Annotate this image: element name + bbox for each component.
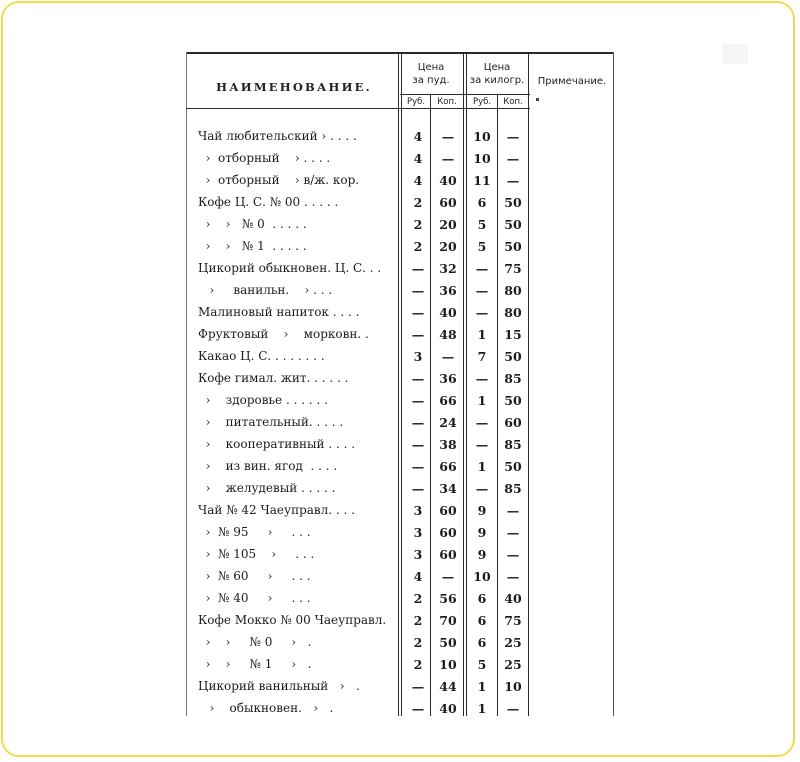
price-pud-kop: 66 <box>439 393 457 408</box>
price-pud-rub: — <box>411 415 425 430</box>
price-pud-kop: 36 <box>439 371 457 386</box>
price-pud-rub: — <box>411 481 425 496</box>
price-kg-kop: 15 <box>504 327 522 342</box>
price-kg-rub: — <box>475 481 489 496</box>
table-row <box>186 456 614 478</box>
header-line: Цена <box>483 62 511 73</box>
price-pud-kop: 34 <box>439 481 457 496</box>
price-pud-rub: — <box>411 679 425 694</box>
price-pud-rub: 2 <box>413 635 423 650</box>
price-pud-rub: 4 <box>413 129 423 144</box>
price-kg-kop: 50 <box>504 195 522 210</box>
table-row <box>186 368 614 390</box>
price-kg-kop: — <box>506 569 520 584</box>
table-row <box>186 632 614 654</box>
item-name: › обыкновен. › . <box>198 701 334 715</box>
price-pud-rub: 2 <box>413 217 423 232</box>
item-name: › здоровье . . . . . . <box>198 393 328 407</box>
price-pud-rub: 2 <box>413 613 423 628</box>
price-pud-kop: 44 <box>439 679 457 694</box>
table-row <box>186 170 614 192</box>
table-row <box>186 192 614 214</box>
header-line: Цена <box>417 62 445 73</box>
table-row <box>186 544 614 566</box>
table-row <box>186 522 614 544</box>
price-pud-rub: — <box>411 305 425 320</box>
price-kg-rub: — <box>475 261 489 276</box>
price-pud-kop: 70 <box>439 613 457 628</box>
item-name: Какао Ц. С. . . . . . . . <box>198 349 325 363</box>
price-kg-rub: — <box>475 415 489 430</box>
table-row <box>186 654 614 676</box>
price-kg-rub: 1 <box>477 701 487 716</box>
table-row <box>186 478 614 500</box>
price-pud-kop: 60 <box>439 195 457 210</box>
price-kg-kop: 50 <box>504 459 522 474</box>
price-kg-rub: 1 <box>477 327 487 342</box>
item-name: Цикорий обыкновен. Ц. С. . . <box>198 261 382 275</box>
column-header-price-kg <box>466 61 528 87</box>
item-name: › № 105 › . . . <box>198 547 315 561</box>
price-pud-kop: 36 <box>439 283 457 298</box>
header-line: за пуд. <box>412 75 450 86</box>
price-pud-rub: 2 <box>413 239 423 254</box>
table-row <box>186 390 614 412</box>
item-name: Малиновый напиток . . . . <box>198 305 360 319</box>
price-kg-rub: — <box>475 283 489 298</box>
table-row <box>186 346 614 368</box>
price-kg-kop: — <box>506 547 520 562</box>
price-kg-kop: 80 <box>504 305 522 320</box>
column-header-note: Примечание. <box>537 76 607 87</box>
price-kg-kop: — <box>506 173 520 188</box>
table-row <box>186 434 614 456</box>
price-kg-kop: 50 <box>504 239 522 254</box>
item-name: › › № 0 › . <box>198 635 312 649</box>
table-row <box>186 588 614 610</box>
price-pud-rub: 4 <box>413 173 423 188</box>
table-row <box>186 126 614 148</box>
price-pud-rub: — <box>411 327 425 342</box>
item-name: › желудевый . . . . . <box>198 481 336 495</box>
item-name: › › № 0 . . . . . <box>198 217 307 231</box>
price-pud-rub: — <box>411 283 425 298</box>
price-pud-rub: 3 <box>413 503 423 518</box>
item-name: Чай любительский › . . . . <box>198 129 357 143</box>
price-pud-rub: — <box>411 459 425 474</box>
item-name: Кофе Ц. С. № 00 . . . . . <box>198 195 339 209</box>
item-name: › › № 1 . . . . . <box>198 239 307 253</box>
price-kg-rub: — <box>475 371 489 386</box>
item-name: Кофе гимал. жит. . . . . . <box>198 371 349 385</box>
table-row <box>186 566 614 588</box>
price-kg-rub: 11 <box>473 173 491 188</box>
item-name: Чай № 42 Чаеуправл. . . . <box>198 503 356 517</box>
price-pud-kop: 20 <box>439 217 457 232</box>
table-row <box>186 324 614 346</box>
price-kg-kop: — <box>506 151 520 166</box>
price-pud-rub: 3 <box>413 547 423 562</box>
price-pud-kop: 40 <box>439 173 457 188</box>
price-pud-kop: 40 <box>439 701 457 716</box>
price-kg-kop: 85 <box>504 481 522 496</box>
price-table <box>186 52 614 720</box>
item-name: › › № 1 › . <box>198 657 312 671</box>
price-kg-kop: 10 <box>504 679 522 694</box>
item-name: Кофе Мокко № 00 Чаеуправл. <box>198 613 387 627</box>
price-pud-kop: — <box>441 129 455 144</box>
item-name: › отборный › в/ж. кор. <box>198 173 360 187</box>
price-kg-rub: — <box>475 437 489 452</box>
table-row <box>186 214 614 236</box>
column-header-price-pud <box>400 61 462 87</box>
price-pud-kop: 48 <box>439 327 457 342</box>
header-bottom-rule <box>186 108 530 109</box>
price-kg-kop: 40 <box>504 591 522 606</box>
price-pud-rub: — <box>411 371 425 386</box>
price-pud-rub: 2 <box>413 195 423 210</box>
price-kg-rub: 1 <box>477 393 487 408</box>
price-pud-kop: 50 <box>439 635 457 650</box>
price-kg-kop: 75 <box>504 261 522 276</box>
price-kg-rub: 10 <box>473 151 491 166</box>
price-pud-kop: — <box>441 151 455 166</box>
price-pud-kop: 66 <box>439 459 457 474</box>
price-kg-rub: 10 <box>473 129 491 144</box>
table-row <box>186 676 614 698</box>
price-pud-rub: 2 <box>413 657 423 672</box>
item-name: Фруктовый › морковн. . <box>198 327 369 341</box>
price-kg-rub: 6 <box>477 635 487 650</box>
price-kg-kop: 50 <box>504 217 522 232</box>
price-kg-rub: 6 <box>477 195 487 210</box>
price-pud-kop: 56 <box>439 591 457 606</box>
price-kg-kop: 50 <box>504 349 522 364</box>
price-pud-rub: 3 <box>413 525 423 540</box>
subheader-kop-kg: Коп. <box>503 97 523 107</box>
price-kg-rub: 7 <box>477 349 487 364</box>
item-name: › ванильн. › . . . <box>198 283 333 297</box>
price-kg-rub: 5 <box>477 657 487 672</box>
price-pud-rub: — <box>411 261 425 276</box>
subheader-rub-kg: Руб. <box>472 97 492 107</box>
price-kg-rub: 9 <box>477 547 487 562</box>
column-header-name: НАИМЕНОВАНИЕ. <box>216 80 372 94</box>
top-rule <box>186 52 614 54</box>
price-kg-rub: 5 <box>477 239 487 254</box>
price-pud-kop: 60 <box>439 547 457 562</box>
price-pud-kop: 20 <box>439 239 457 254</box>
subheader-kop: Коп. <box>437 97 457 107</box>
table-row <box>186 412 614 434</box>
price-kg-kop: 85 <box>504 437 522 452</box>
table-row <box>186 236 614 258</box>
item-name: Цикорий ванильный › . <box>198 679 360 693</box>
price-pud-rub: 4 <box>413 569 423 584</box>
item-name: › отборный › . . . . <box>198 151 331 165</box>
table-row <box>186 610 614 632</box>
price-kg-kop: — <box>506 525 520 540</box>
price-pud-rub: 3 <box>413 349 423 364</box>
item-name: › питательный. . . . . <box>198 415 344 429</box>
item-name: › из вин. ягод . . . . <box>198 459 338 473</box>
price-kg-rub: 5 <box>477 217 487 232</box>
price-kg-kop: 25 <box>504 657 522 672</box>
price-kg-kop: — <box>506 129 520 144</box>
price-pud-kop: 40 <box>439 305 457 320</box>
price-kg-rub: 1 <box>477 679 487 694</box>
mouse-cursor-icon <box>536 98 539 101</box>
price-pud-rub: — <box>411 701 425 716</box>
price-kg-rub: 9 <box>477 525 487 540</box>
price-kg-rub: 10 <box>473 569 491 584</box>
item-name: › № 40 › . . . <box>198 591 311 605</box>
price-kg-kop: 85 <box>504 371 522 386</box>
price-kg-kop: 50 <box>504 393 522 408</box>
price-pud-kop: 32 <box>439 261 457 276</box>
price-kg-rub: 1 <box>477 459 487 474</box>
price-pud-kop: 24 <box>439 415 457 430</box>
price-kg-kop: 60 <box>504 415 522 430</box>
price-kg-kop: — <box>506 701 520 716</box>
item-name: › кооперативный . . . . <box>198 437 356 451</box>
header-line: за килогр. <box>469 75 525 86</box>
price-kg-kop: 80 <box>504 283 522 298</box>
price-pud-kop: 10 <box>439 657 457 672</box>
price-kg-rub: 6 <box>477 591 487 606</box>
header-sub-rule <box>400 94 530 95</box>
price-kg-rub: — <box>475 305 489 320</box>
table-row <box>186 302 614 324</box>
price-kg-rub: 6 <box>477 613 487 628</box>
price-pud-kop: — <box>441 569 455 584</box>
table-row <box>186 258 614 280</box>
price-kg-kop: — <box>506 503 520 518</box>
price-kg-kop: 25 <box>504 635 522 650</box>
table-row <box>186 698 614 720</box>
price-pud-rub: — <box>411 393 425 408</box>
price-pud-kop: 38 <box>439 437 457 452</box>
item-name: › № 60 › . . . <box>198 569 311 583</box>
subheader-rub: Руб. <box>406 97 426 107</box>
item-name: › № 95 › . . . <box>198 525 311 539</box>
price-pud-rub: 2 <box>413 591 423 606</box>
price-pud-rub: — <box>411 437 425 452</box>
faint-mark <box>722 44 748 64</box>
price-pud-kop: — <box>441 349 455 364</box>
table-row <box>186 148 614 170</box>
table-row <box>186 280 614 302</box>
price-kg-rub: 9 <box>477 503 487 518</box>
table-row <box>186 500 614 522</box>
price-kg-kop: 75 <box>504 613 522 628</box>
price-pud-rub: 4 <box>413 151 423 166</box>
price-pud-kop: 60 <box>439 525 457 540</box>
price-pud-kop: 60 <box>439 503 457 518</box>
